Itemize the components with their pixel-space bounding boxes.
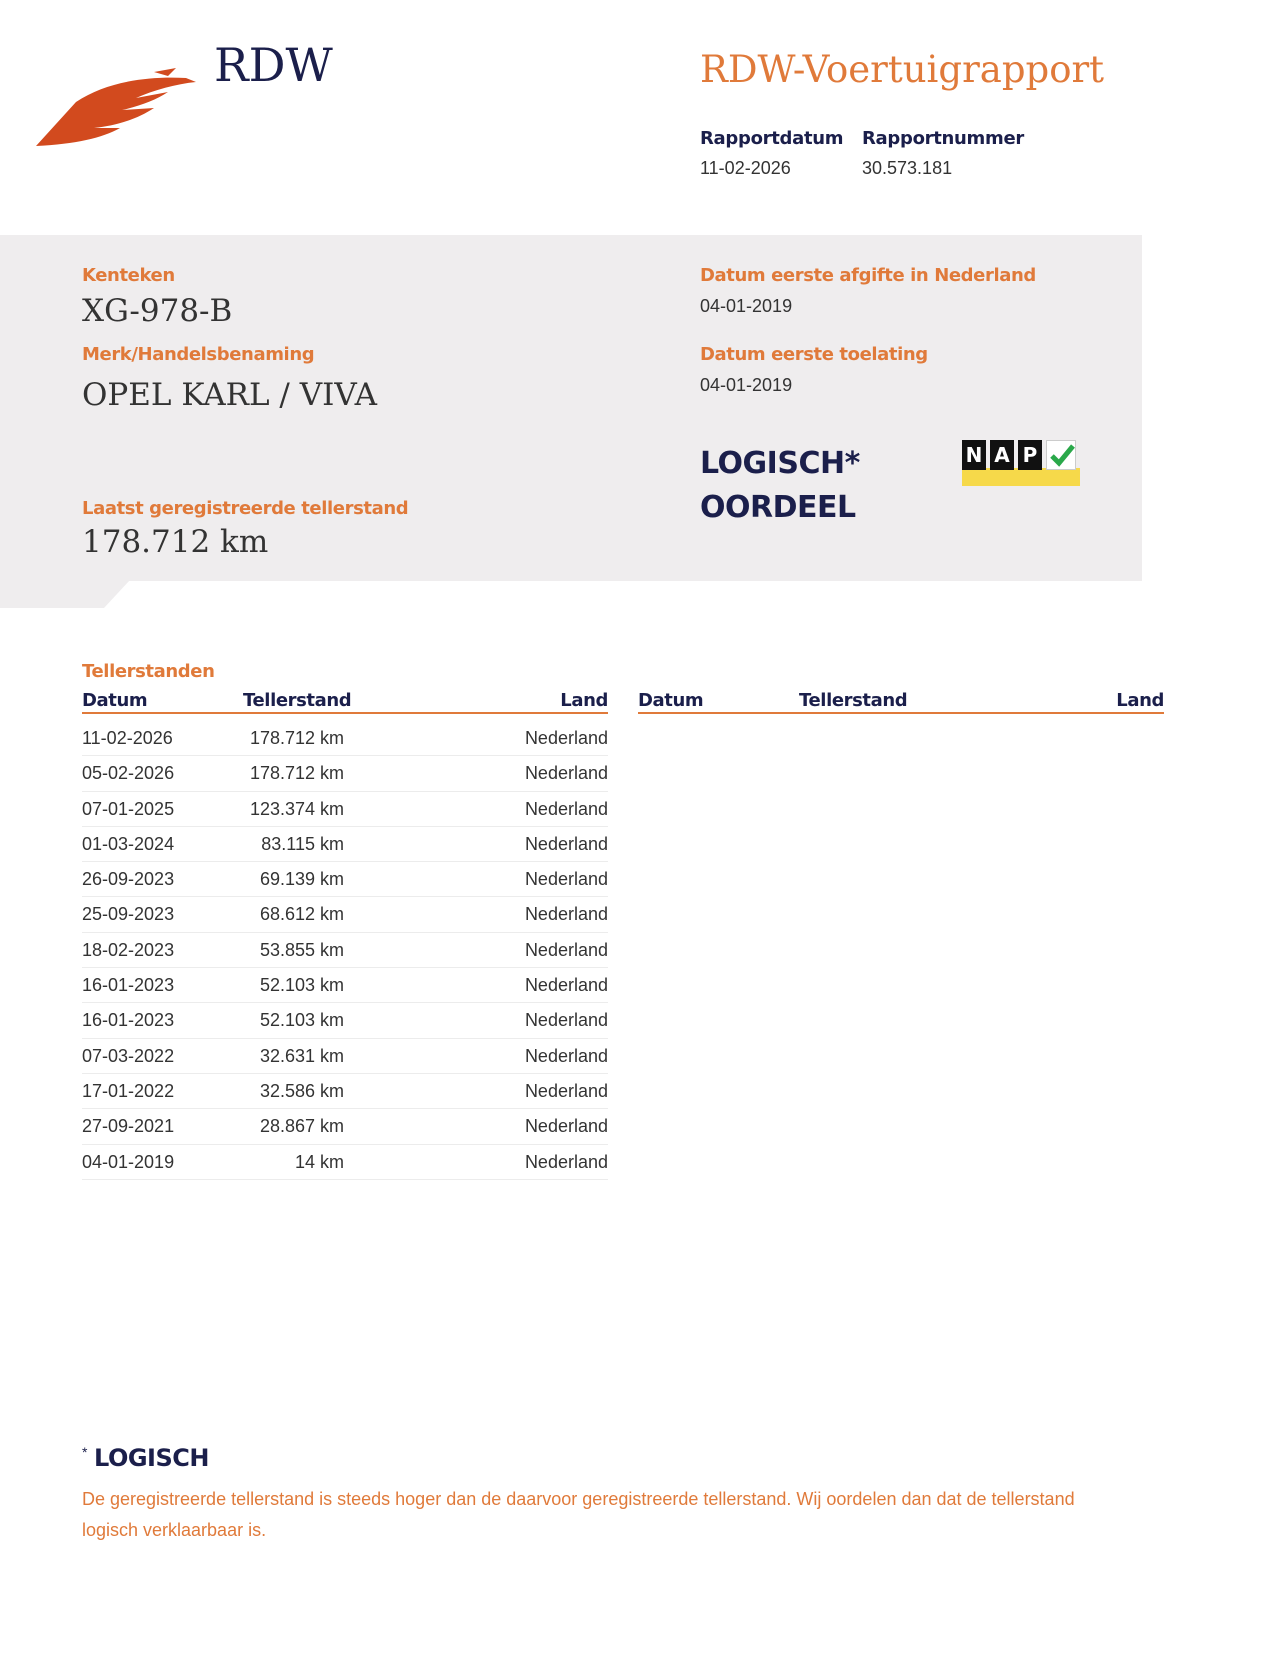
reading-date: 27-09-2021: [82, 1116, 175, 1137]
table-row: [82, 792, 608, 827]
reading-date: 16-01-2023: [82, 1010, 175, 1031]
column-header-country: Land: [1116, 690, 1164, 711]
report-date-label: Rapportdatum: [700, 128, 844, 149]
table-row: [82, 1109, 608, 1144]
readings-section-title: Tellerstanden: [82, 661, 215, 682]
reading-country: Nederland: [524, 1116, 608, 1137]
reading-date: 07-01-2025: [82, 798, 175, 819]
reading-date: 05-02-2026: [82, 763, 175, 784]
odometer-value: 178.712 km: [82, 524, 269, 560]
table-row: [82, 1074, 608, 1109]
reading-date: 11-02-2026: [82, 728, 173, 748]
table-row: [82, 756, 608, 791]
footnote-text: De geregistreerde tellerstand is steeds hoger dan de daarvoor geregistreerde tellerstand. Wij oordelen dan dat de tellerstand logisch verklaarbaar is.: [82, 1489, 1075, 1540]
reading-country: Nederland: [524, 763, 608, 784]
table-header-right: [638, 690, 1164, 714]
table-row: [82, 968, 608, 1003]
reading-country: Nederland: [524, 1010, 608, 1031]
column-header-odometer: Tellerstand: [799, 690, 908, 711]
reading-date: 07-03-2022: [82, 1045, 175, 1066]
reading-country: Nederland: [524, 975, 608, 996]
reading-odometer: 32.631 km: [259, 1045, 344, 1066]
first-admission-label: Datum eerste toelating: [700, 344, 928, 365]
reading-date: 01-03-2024: [82, 833, 175, 854]
reading-odometer: 52.103 km: [259, 975, 344, 996]
column-header-odometer: Tellerstand: [243, 690, 352, 711]
report-number-label: Rapportnummer: [862, 128, 1024, 149]
reading-odometer: 69.139 km: [259, 869, 344, 890]
reading-country: Nederland: [524, 1045, 608, 1066]
panel-tail-decoration: [0, 580, 130, 608]
verdict-line-2: OORDEEL: [700, 490, 856, 525]
make-value: OPEL KARL / VIVA: [82, 377, 378, 413]
table-row: [82, 827, 608, 862]
reading-date: 17-01-2022: [82, 1080, 175, 1101]
reading-odometer: 178.712 km: [249, 763, 344, 784]
reading-odometer: 123.374 km: [249, 798, 344, 819]
reading-country: Nederland: [524, 939, 608, 960]
table-row: [82, 1039, 608, 1074]
reading-date: 04-01-2019: [82, 1151, 175, 1172]
column-header-date: Datum: [82, 690, 148, 711]
reading-country: Nederland: [524, 1151, 608, 1172]
odometer-label: Laatst geregistreerde tellerstand: [82, 498, 409, 519]
reading-odometer: 178.712 km: [249, 728, 344, 748]
nap-badge: [962, 440, 1080, 486]
table-row: [82, 1003, 608, 1038]
reading-odometer: 52.103 km: [259, 1010, 344, 1031]
column-header-country: Land: [560, 690, 608, 711]
first-issue-nl-value: 04-01-2019: [700, 296, 793, 316]
first-admission-value: 04-01-2019: [700, 375, 793, 395]
first-issue-nl-label: Datum eerste afgifte in Nederland: [700, 265, 1036, 286]
table-row: [82, 933, 608, 968]
readings-table-body: [82, 721, 608, 1180]
reading-country: Nederland: [524, 728, 608, 748]
reading-country: Nederland: [524, 904, 608, 925]
reading-country: Nederland: [524, 1080, 608, 1101]
rdw-logo-icon: [36, 68, 196, 148]
report-number: 30.573.181: [862, 158, 953, 178]
make-label: Merk/Handelsbenaming: [82, 344, 315, 365]
reading-odometer: 32.586 km: [259, 1080, 344, 1101]
footnote-title: LOGISCH: [94, 1444, 209, 1472]
table-row: [82, 862, 608, 897]
nap-letter-n: N: [962, 440, 986, 470]
table-row: [82, 721, 608, 756]
reading-date: 25-09-2023: [82, 904, 175, 925]
reading-country: Nederland: [524, 833, 608, 854]
checkmark-icon: [1046, 440, 1076, 470]
report-date: 11-02-2026: [700, 158, 791, 178]
table-header-left: [82, 690, 608, 714]
reading-odometer: 53.855 km: [259, 939, 344, 960]
reading-date: 18-02-2023: [82, 939, 175, 960]
reading-odometer: 14 km: [294, 1151, 344, 1172]
footnote-star: *: [82, 1444, 88, 1460]
report-title: RDW-Voertuigrapport: [700, 48, 1105, 91]
reading-date: 16-01-2023: [82, 975, 175, 996]
verdict-line-1: LOGISCH*: [700, 446, 860, 481]
reading-odometer: 28.867 km: [259, 1116, 344, 1137]
nap-letter-a: A: [990, 440, 1014, 470]
brand-name: RDW: [214, 38, 333, 92]
reading-odometer: 83.115 km: [261, 833, 344, 854]
plate-value: XG-978-B: [82, 293, 233, 329]
reading-odometer: 68.612 km: [259, 904, 344, 925]
table-row: [82, 897, 608, 932]
reading-country: Nederland: [524, 798, 608, 819]
plate-label: Kenteken: [82, 265, 175, 286]
nap-letter-p: P: [1018, 440, 1042, 470]
table-row: [82, 1145, 608, 1180]
reading-country: Nederland: [524, 869, 608, 890]
reading-date: 26-09-2023: [82, 869, 175, 890]
column-header-date: Datum: [638, 690, 704, 711]
